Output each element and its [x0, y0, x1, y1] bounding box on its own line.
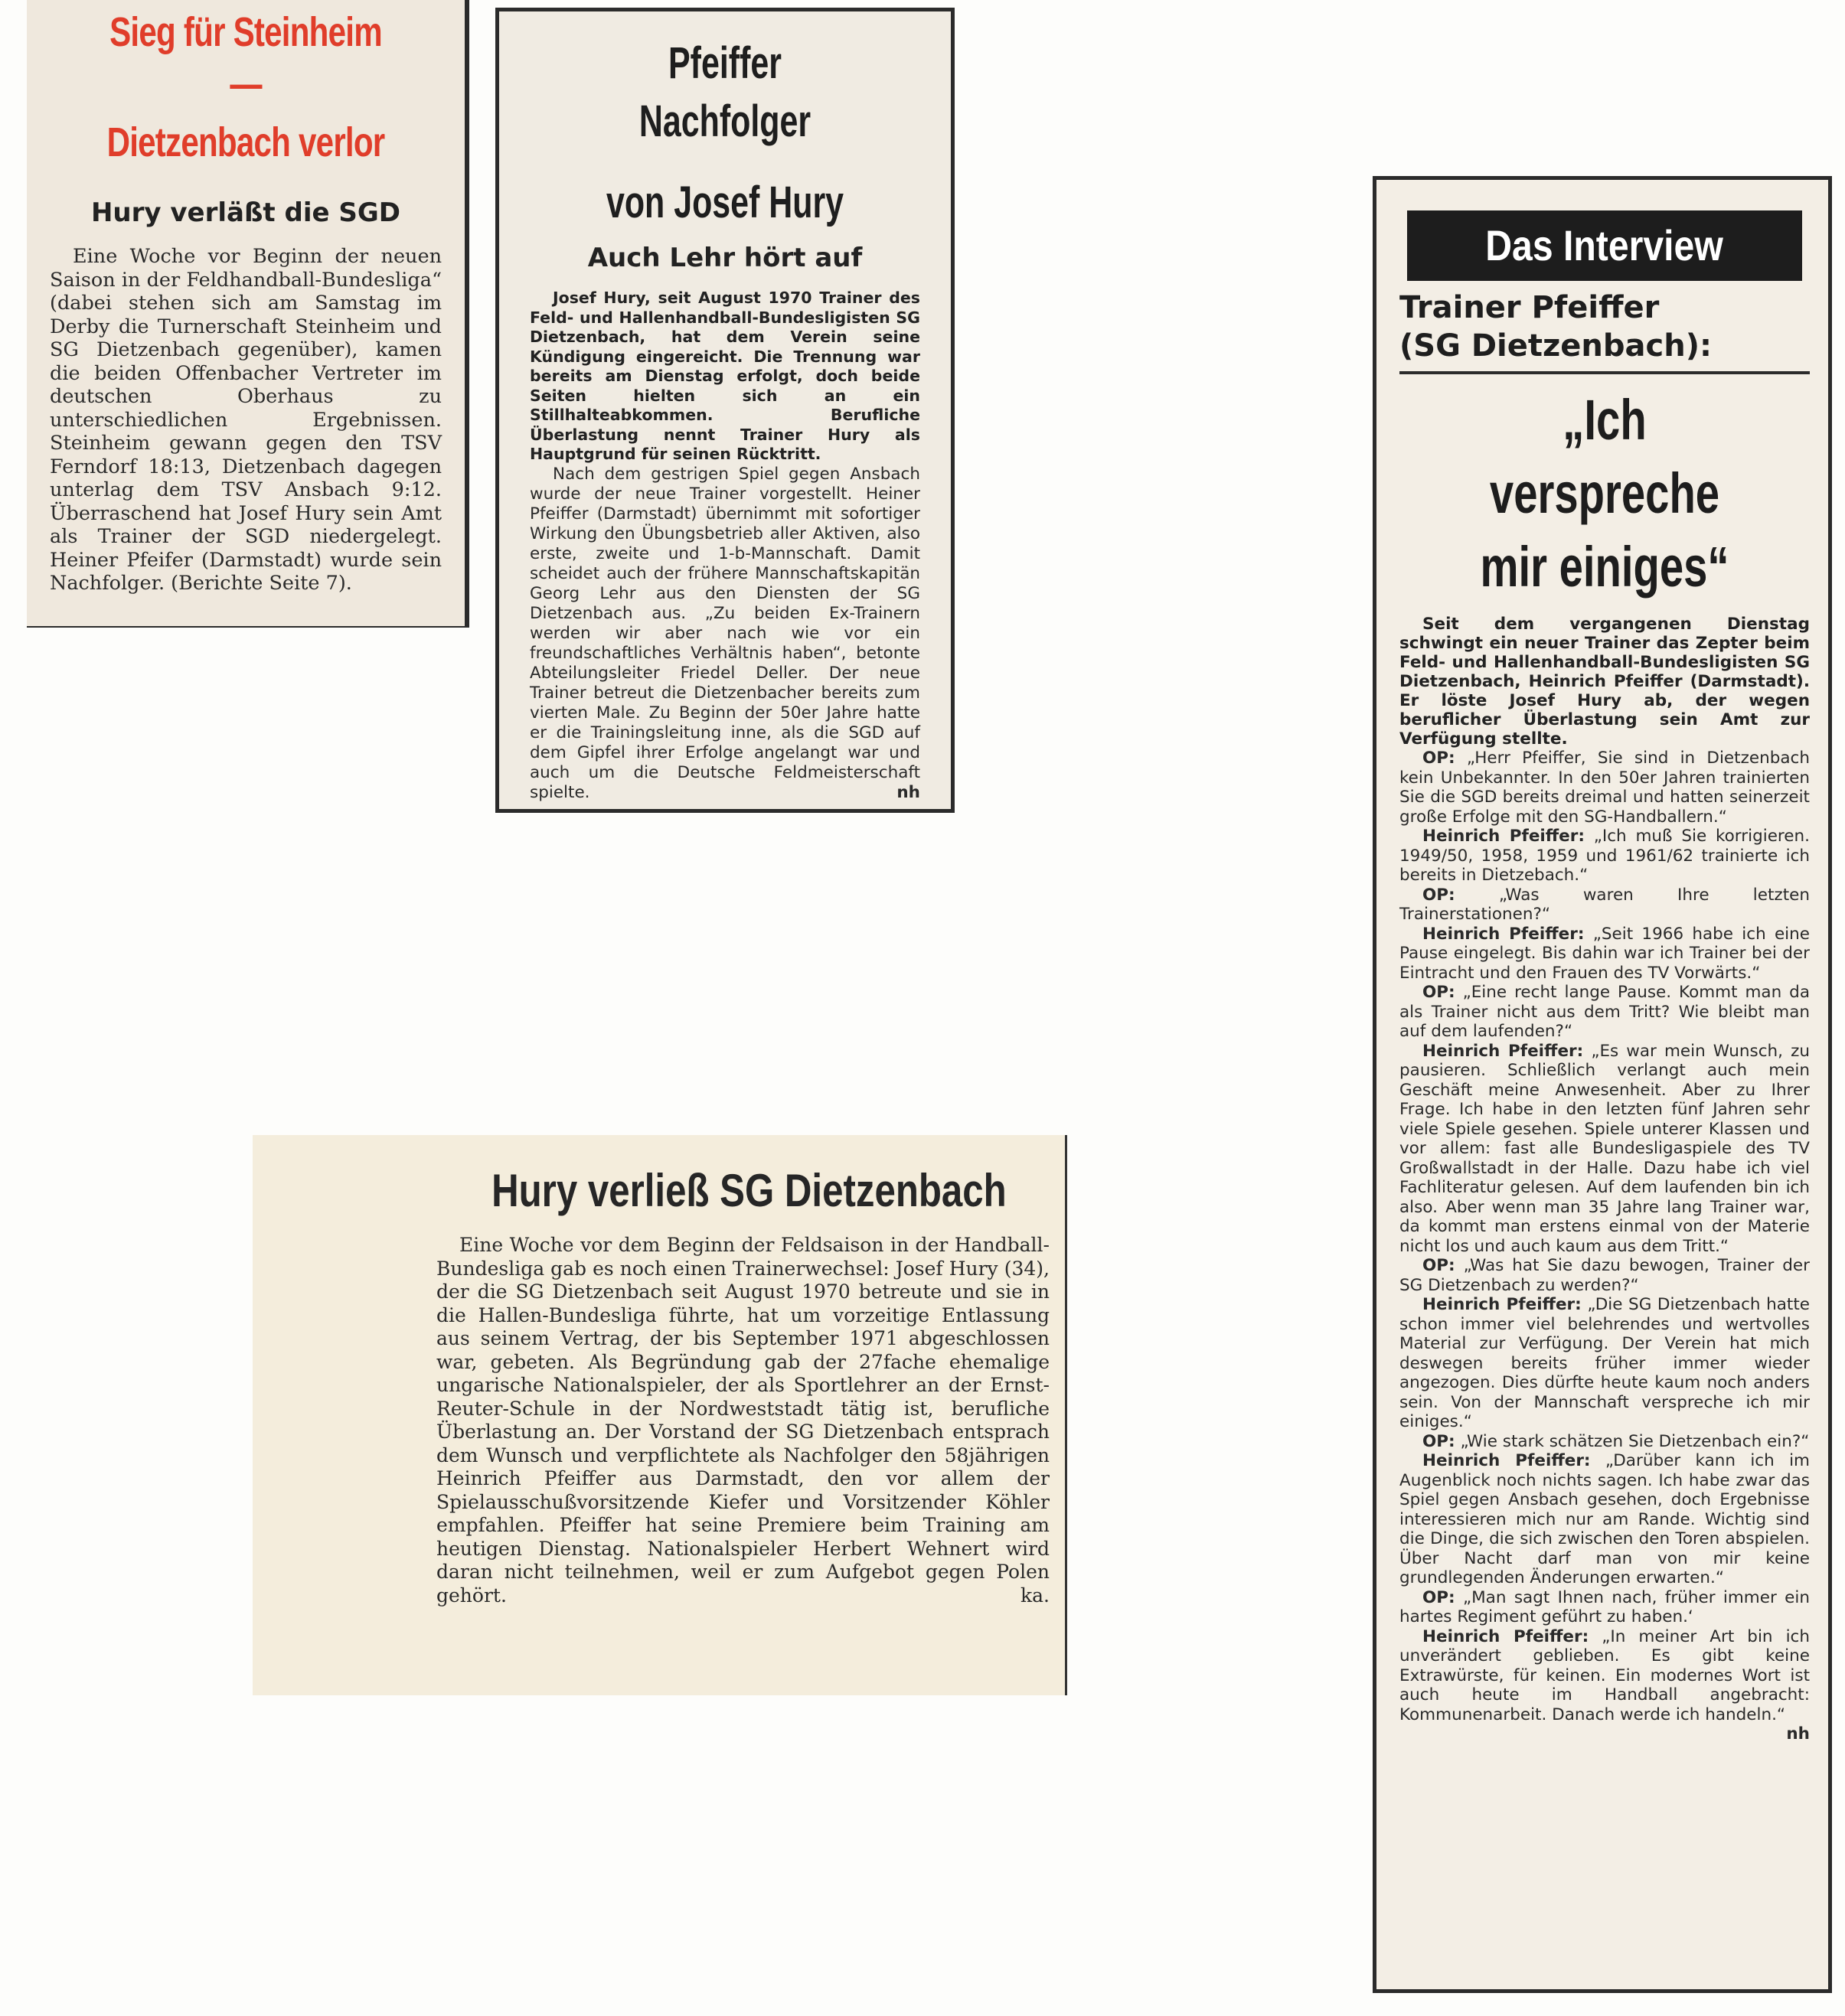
speaker: Heinrich Pfeiffer:	[1422, 1626, 1589, 1646]
answer-text: „Wie stark schätzen Sie Dietzenbach ein?“	[1460, 1431, 1810, 1451]
qa-entry	[1399, 886, 1810, 925]
answer-text: „Was waren Ihre letzten Trainerstationen?“	[1399, 885, 1810, 924]
subheadline: Auch Lehr hört auf	[587, 243, 863, 273]
qa-entry	[1399, 749, 1810, 827]
clipping-steinheim	[27, 0, 469, 628]
interviewee-line-1: Trainer Pfeiffer	[1399, 290, 1660, 325]
speaker: OP:	[1422, 1431, 1455, 1451]
answer-text: „In meiner Art bin ich unverändert geblieben. Es gibt keine Extrawürste, für keinen. Ein modernes Wort ist auch heute im Handball angebracht: Kommunenarbeit. Danach werde ich handeln.“	[1399, 1626, 1810, 1724]
interview-intro: Seit dem vergangenen Dienstag schwingt ein neuer Trainer das Zepter beim Feld- und Hallenhandball-Bundesligisten SG Dietzenbach, Heinrich Pfeiffer (Darmstadt). Er löste Josef Hury ab, der wegen beruflicher Überlastung sein Amt zur Verfügung stellte.	[1399, 615, 1810, 749]
speaker: Heinrich Pfeiffer:	[1422, 924, 1585, 944]
headline-line-1: Sieg für Steinheim —	[109, 9, 382, 107]
speaker: OP:	[1422, 749, 1455, 768]
clipping-hury-verliess	[253, 1135, 1067, 1695]
headline: Hury verließ SG Dietzenbach	[491, 1165, 1007, 1216]
subheadline: Hury verläßt die SGD	[90, 197, 401, 228]
article-body	[530, 465, 920, 803]
answer-text: „Darüber kann ich im Augenblick noch nichts sagen. Ich habe zwar das Spiel gegen Ansbach gesehen, doch Ergebnisse interessieren mich nur am Rande. Wichtig sind die Dinge, die sich zwischen den Toren abspielen. Über Nacht darf man von mir keine grundlegenden Änderungen erwarten.“	[1399, 1451, 1810, 1587]
answer-text: „Es war mein Wunsch, zu pausieren. Schließlich verlangt auch mein Geschäft meine Anwesenheit. Aber zu Ihrer Frage. Ich habe in den letzten fünf Jahren sehr viele Spiele gesehen. Spiele unterer Klassen und vor allem: fast alle Bundesligaspiele des TV Großwallstadt in der Halle. Dazu habe ich viel Fachliteratur gelesen. Auf dem laufenden bin ich also. Aber wenn man 35 Jahre lang Trainer war, da kommt man erstens einmal von der Materie nicht los und auch kaum aus dem Tritt.“	[1399, 1041, 1810, 1256]
qa-entry	[1399, 1626, 1810, 1744]
qa-entry	[1399, 925, 1810, 984]
speaker: Heinrich Pfeiffer:	[1422, 1451, 1591, 1470]
qa-entry	[1399, 1042, 1810, 1257]
section-tag	[1407, 210, 1802, 281]
answer-text: „Was hat Sie dazu bewogen, Trainer der SG Dietzenbach zu werden?“	[1399, 1256, 1810, 1295]
divider	[1399, 371, 1810, 374]
signature: ka.	[1020, 1584, 1050, 1607]
quote-headline-line-1: „Ich verspreche	[1489, 388, 1720, 525]
answer-text: „Seit 1966 habe ich eine Pause eingelegt. Bis dahin war ich Trainer bei der Eintracht und den Frauen des TV Vorwärts.“	[1399, 924, 1811, 983]
quote-headline-line-2: mir einiges“	[1480, 535, 1729, 599]
clipping-interview	[1373, 176, 1832, 1993]
headline-line-2: Dietzenbach verlor	[106, 119, 385, 165]
speaker: Heinrich Pfeiffer:	[1422, 827, 1585, 846]
answer-text: „Man sagt Ihnen nach, früher immer ein hartes Regiment geführt zu haben.‘	[1399, 1587, 1810, 1626]
article-body-text: Nach dem gestrigen Spiel gegen Ansbach wurde der neue Trainer vorgestellt. Heiner Pfeiffer (Darmstadt) übernimmt mit sofortiger Wirkung den Übungsbetrieb aller Aktiven, also erste, zweite und 1-b-Mannschaft. Damit scheidet auch der frühere Mannschaftskapitän Georg Lehr aus den Diensten der SG Dietzenbach aus. „Zu beiden Ex-Trainern werden wir aber nach wie vor ein freundschaftliches Verhältnis haben“, betonte Abteilungsleiter Friedel Deller. Der neue Trainer betreut die Dietzenbacher bereits zum vierten Male. Zu Beginn der 50er Jahre hatte er die Trainingsleitung inne, als die SGD auf dem Gipfel ihrer Erfolge angelangt war und auch um die Deutsche Feldmeisterschaft spielte.	[530, 464, 920, 802]
signature: nh	[896, 782, 920, 802]
speaker: Heinrich Pfeiffer:	[1422, 1295, 1582, 1314]
signature: nh	[1786, 1724, 1810, 1744]
speaker: OP:	[1422, 1256, 1455, 1275]
clipping-pfeiffer-nachfolger	[495, 8, 955, 813]
answer-text: „Ich muß Sie korrigieren. 1949/50, 1958, 1959 und 1961/62 trainierte ich bereits in Dietzebach.“	[1399, 827, 1810, 885]
qa-entry	[1399, 1451, 1810, 1588]
interview-qa	[1399, 749, 1811, 1744]
headline-line-2: von Josef Hury	[606, 178, 844, 227]
qa-entry	[1399, 1432, 1810, 1452]
article-body: Eine Woche vor Beginn der neuen Saison in der Feldhandball-Bundesliga“ (dabei stehen sich am Samstag im Derby die Turnerschaft Steinheim und SG Dietzenbach gegenüber), kamen die beiden Offenbacher Vertreter im deutschen Oberhaus zu unterschiedlichen Ergebnissen. Steinheim gewann gegen den TSV Ferndorf 18:13, Dietzenbach dagegen unterlag dem TSV Ansbach 9:12. Überraschend hat Josef Hury sein Amt als Trainer der SGD niedergelegt. Heiner Pfeifer (Darmstadt) wurde sein Nachfolger. (Berichte Seite 7).	[50, 245, 442, 595]
speaker: OP:	[1422, 983, 1455, 1002]
speaker: OP:	[1422, 885, 1455, 905]
section-tag-text: Das Interview	[1485, 221, 1724, 269]
qa-entry	[1399, 1256, 1810, 1295]
article-body-text: Eine Woche vor dem Beginn der Feldsaison in der Handball-Bundesliga gab es noch einen Trainerwechsel: Josef Hury (34), der die SG Dietzenbach seit August 1970 betreute und sie in die Hallen-Bundesliga führte, hat um vorzeitige Entlassung aus seinem Vertrag, der bis September 1971 abgeschlossen war, gebeten. Als Begründung gab der 27fache ehemalige ungarische Nationalspieler, der als Sportlehrer an der Ernst-Reuter-Schule in der Nordweststadt tätig ist, berufliche Überlastung an. Der Vorstand der SG Dietzenbach entsprach dem Wunsch und verpflichtete als Nachfolger den 58jährigen Heinrich Pfeiffer aus Darmstadt, den vor allem der Spielausschußvorsitzende Kiefer und Vorsitzender Köhler empfahlen. Pfeiffer hat seine Premiere beim Training am heutigen Dienstag. Nationalspieler Herbert Wehnert wird daran nicht teilnehmen, weil er zum Aufgebot gegen Polen gehört.	[436, 1234, 1050, 1607]
answer-text: „Herr Pfeiffer, Sie sind in Dietzenbach kein Unbekannter. In den 50er Jahren trainierten Sie die SGD bereits dreimal und hatten seinerzeit große Erfolge mit den SG-Handballern.“	[1399, 749, 1810, 827]
qa-entry	[1399, 983, 1810, 1042]
article-body	[436, 1234, 1050, 1607]
speaker: Heinrich Pfeiffer:	[1422, 1041, 1584, 1061]
answer-text: „Eine recht lange Pause. Kommt man da als Trainer nicht aus dem Tritt? Wie bleibt man auf dem laufenden?“	[1399, 983, 1810, 1041]
answer-text: „Die SG Dietzenbach hatte schon immer viel belehrendes und wertvolles Material zur Verfügung. Der Verein hat mich deswegen bereits früher immer wieder angezogen. Dies dürfte heute kaum noch anders sein. Von der Mannschaft verspreche ich mir einiges.“	[1399, 1295, 1810, 1431]
speaker: OP:	[1422, 1587, 1455, 1607]
headline-line-1: Pfeiffer Nachfolger	[638, 38, 811, 146]
article-lead: Josef Hury, seit August 1970 Trainer des Feld- und Hallenhandball-Bundesligisten SG Dietzenbach, hat dem Verein seine Kündigung eingereicht. Die Trennung war bereits am Dienstag erfolgt, doch beide Seiten hielten sich an ein Stillhalteabkommen. Berufliche Überlastung nennt Trainer Hury als Hauptgrund für seinen Rücktritt.	[530, 289, 920, 463]
interviewee-line-2: (SG Dietzenbach):	[1399, 328, 1712, 364]
qa-entry	[1399, 827, 1810, 886]
qa-entry	[1399, 1588, 1810, 1627]
qa-entry	[1399, 1295, 1810, 1432]
